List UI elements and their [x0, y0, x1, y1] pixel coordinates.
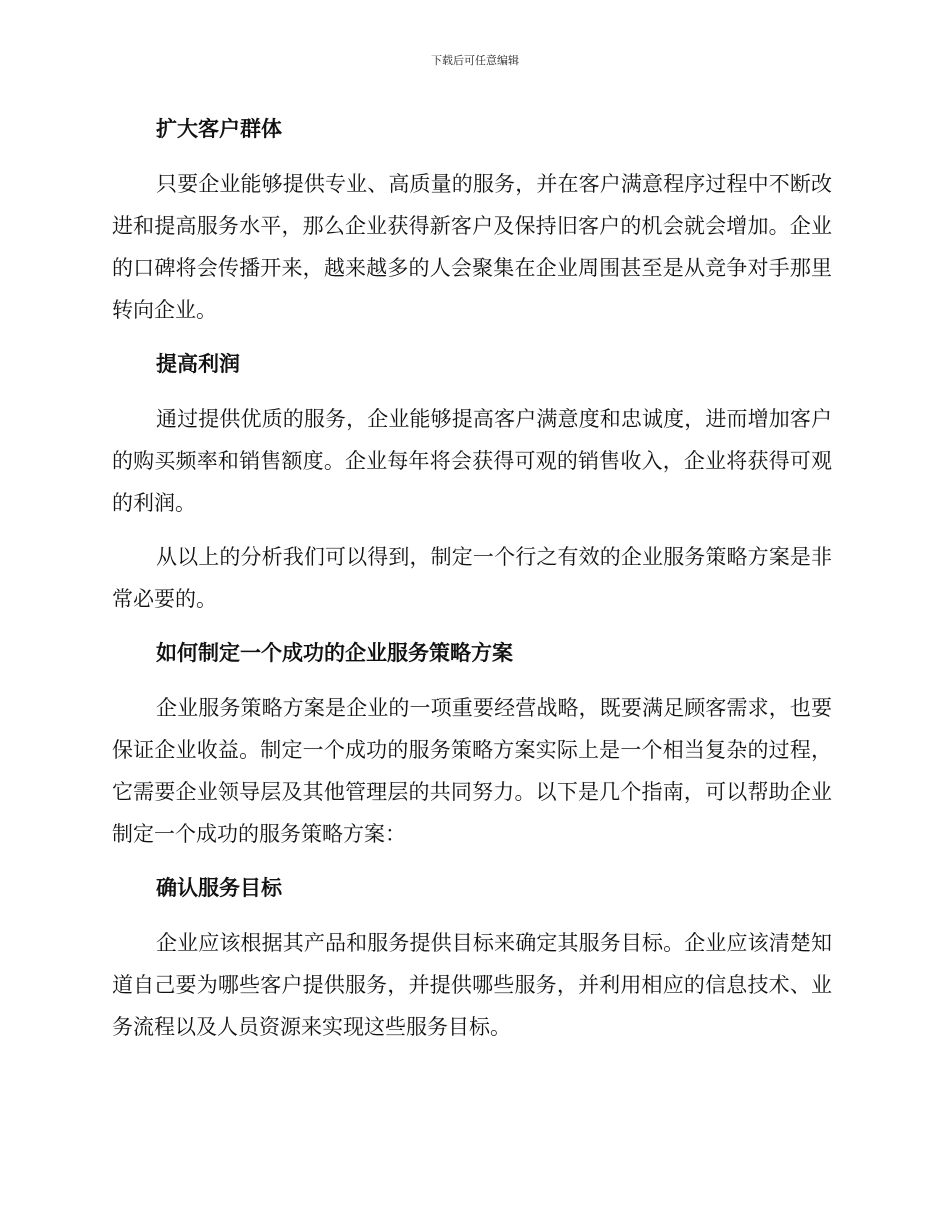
- paragraph-expand-customers: 只要企业能够提供专业、高质量的服务，并在客户满意程序过程中不断改进和提高服务水平，那么企业获得新客户及保持旧客户的机会就会增加。企业的口碑将会传播开来，越来越多的人会聚集在企业周围甚至是从竞争对手那里转向企业。: [112, 172, 832, 322]
- document-body: [112, 108, 832, 1048]
- section-heading-how-to-plan: 如何制定一个成功的企业服务策略方案: [156, 640, 513, 665]
- section-heading-increase-profit: 提高利润: [156, 351, 240, 376]
- section-heading-service-goals: 确认服务目标: [156, 875, 282, 900]
- paragraph-increase-profit: 通过提供优质的服务，企业能够提高客户满意度和忠诚度，进而增加客户的购买频率和销售额度。企业每年将会获得可观的销售收入，企业将获得可观的利润。: [112, 407, 832, 515]
- section-heading-expand-customers: 扩大客户群体: [156, 116, 282, 141]
- paragraph-conclusion: 从以上的分析我们可以得到，制定一个行之有效的企业服务策略方案是非常必要的。: [112, 545, 832, 611]
- paragraph-service-goals: 企业应该根据其产品和服务提供目标来确定其服务目标。企业应该清楚知道自己要为哪些客户提供服务，并提供哪些服务，并利用相应的信息技术、业务流程以及人员资源来实现这些服务目标。: [112, 931, 832, 1039]
- page-header: 下载后可任意编辑: [431, 54, 519, 67]
- paragraph-how-to-plan: 企业服务策略方案是企业的一项重要经营战略，既要满足顾客需求，也要保证企业收益。制定一个成功的服务策略方案实际上是一个相当复杂的过程，它需要企业领导层及其他管理层的共同努力。以下是几个指南，可以帮助企业制定一个成功的服务策略方案：: [112, 696, 832, 846]
